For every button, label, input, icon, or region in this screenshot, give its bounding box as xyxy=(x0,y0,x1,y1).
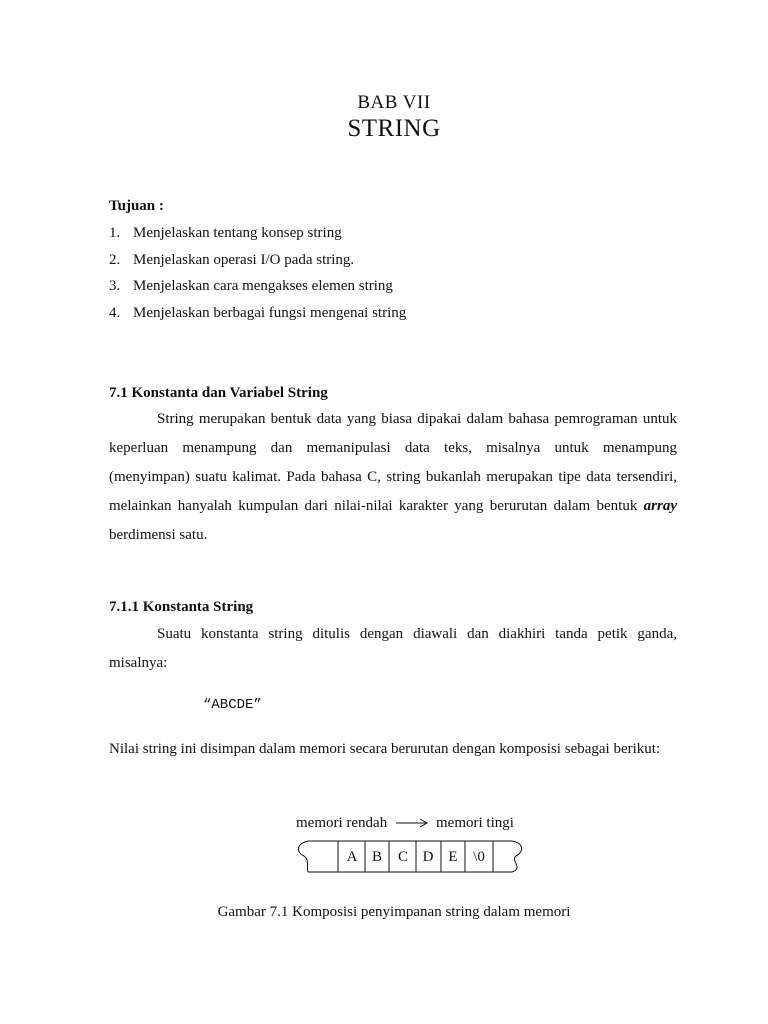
objectives-heading: Tujuan : xyxy=(109,198,164,214)
memory-cell: B xyxy=(371,849,383,865)
paragraph-text: String merupakan bentuk data yang biasa dipakai dalam bahasa pemrograman untuk keperluan menampung dan memanipulasi data teks, misalnya untuk menampung (menyimpan) suatu kalimat. Pada bahasa C, string bukanlah merupakan tipe data tersendiri, melainkan hanyalah kumpulan dari nilai-nilai karakter yang berurutan dalam bentuk xyxy=(109,411,677,514)
paragraph-text: Nilai string ini disimpan dalam memori secara berurutan dengan komposisi sebagai berikut: xyxy=(109,741,661,757)
chapter-title: STRING xyxy=(347,115,441,142)
objective-item xyxy=(109,278,393,295)
objective-item xyxy=(109,305,406,322)
emphasis-array: array xyxy=(643,498,678,514)
section-heading-7-1-1: 7.1.1 Konstanta String xyxy=(109,599,254,615)
paragraph-text-end: berdimensi satu. xyxy=(109,527,208,543)
section-7-1-1-paragraph xyxy=(109,620,677,678)
memory-diagram xyxy=(290,808,540,880)
objective-text: Menjelaskan berbagai fungsi mengenai string xyxy=(133,305,407,321)
torn-edge-right xyxy=(512,841,522,872)
section-7-1-paragraph xyxy=(109,405,677,550)
memory-bar xyxy=(298,841,521,872)
arrow-icon xyxy=(396,819,427,827)
memory-cell: \0 xyxy=(473,849,485,865)
figure-caption: Gambar 7.1 Komposisi penyimpanan string dalam memori xyxy=(217,904,571,920)
objective-number: 2. xyxy=(109,252,121,268)
section-heading-7-1: 7.1 Konstanta dan Variabel String xyxy=(109,385,328,401)
objective-text: Menjelaskan operasi I/O pada string. xyxy=(133,252,355,268)
objective-item xyxy=(109,252,354,269)
objective-number: 4. xyxy=(109,305,121,321)
chapter-label: BAB VII xyxy=(357,92,431,113)
objective-item xyxy=(109,225,342,242)
label-memory-low: memori rendah xyxy=(296,815,388,831)
objective-text: Menjelaskan tentang konsep string xyxy=(133,225,342,241)
section-7-1-1-paragraph-2 xyxy=(109,735,677,764)
objective-number: 3. xyxy=(109,278,121,294)
label-memory-high: memori tingi xyxy=(436,815,514,831)
paragraph-text: Suatu konstanta string ditulis dengan diawali dan diakhiri tanda petik ganda, misalnya: xyxy=(109,626,677,671)
objective-number: 1. xyxy=(109,225,121,241)
memory-cell: D xyxy=(422,849,434,865)
torn-edge-left xyxy=(298,841,308,872)
string-example: “ABCDE” xyxy=(203,697,262,713)
memory-cell: E xyxy=(448,849,458,865)
memory-cell: C xyxy=(397,849,409,865)
memory-cell: A xyxy=(346,849,358,865)
objective-text: Menjelaskan cara mengakses elemen string xyxy=(133,278,393,294)
